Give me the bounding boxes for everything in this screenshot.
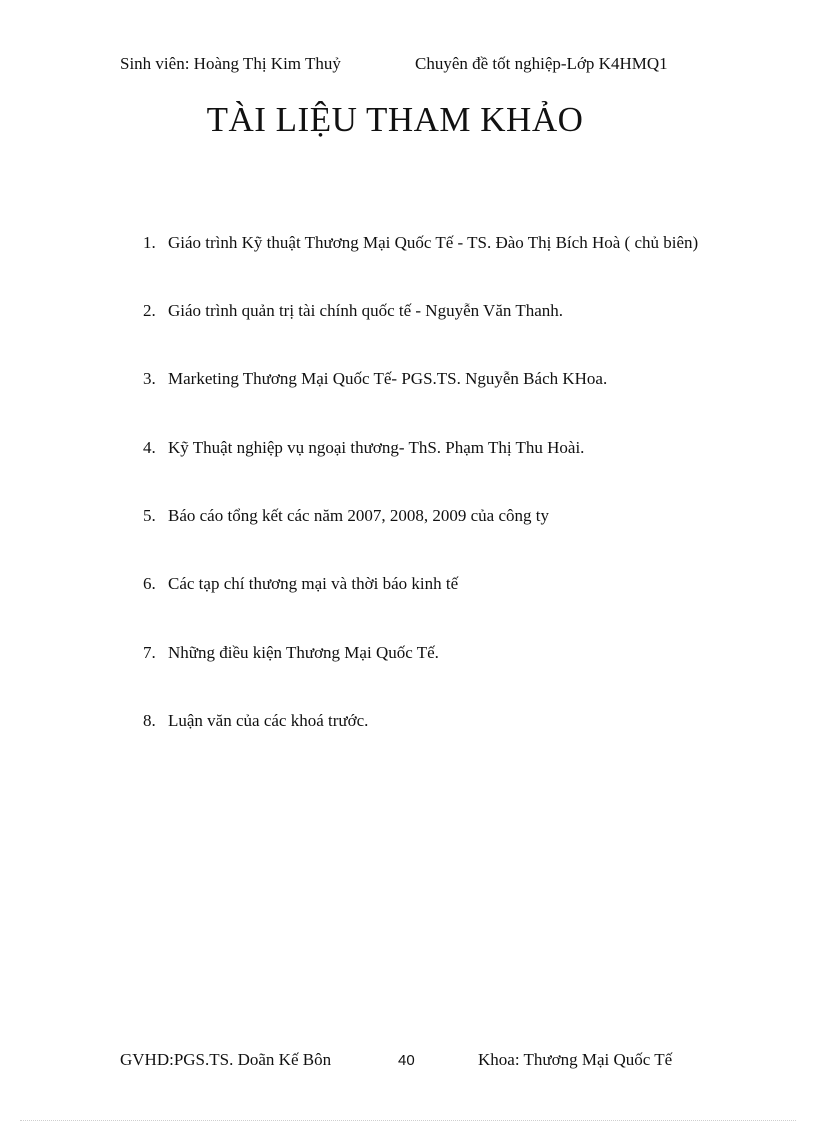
reference-item-2 [143,294,708,328]
header-thesis: Chuyên đề tốt nghiệp-Lớp K4HMQ1 [415,54,668,73]
page-bottom-divider [20,1120,796,1121]
reference-text: Báo cáo tổng kết các năm 2007, 2008, 2009 của công ty [168,506,549,525]
reference-number: 8. [143,711,156,730]
reference-item-1 [143,226,708,260]
header-student: Sinh viên: Hoàng Thị Kim Thuỷ [120,54,341,73]
reference-number: 4. [143,438,156,457]
reference-item-6 [143,567,708,601]
reference-text: Luận văn của các khoá trước. [168,711,369,730]
reference-text: Các tạp chí thương mại và thời báo kinh tế [168,574,459,593]
reference-item-3 [143,362,708,396]
reference-number: 2. [143,301,156,320]
page-number: 40 [398,1052,415,1069]
reference-text: Giáo trình Kỹ thuật Thương Mại Quốc Tế - TS. Đào Thị Bích Hoà ( chủ biên) [168,233,699,252]
reference-text: Giáo trình quản trị tài chính quốc tế - Nguyễn Văn Thanh. [168,301,564,320]
reference-number: 6. [143,574,156,593]
reference-number: 7. [143,643,156,662]
reference-item-7 [143,636,708,670]
reference-number: 1. [143,233,156,252]
footer-faculty: Khoa: Thương Mại Quốc Tế [478,1050,673,1069]
reference-item-8 [143,704,708,738]
reference-item-5 [143,499,708,533]
reference-item-4 [143,431,708,465]
reference-text: Kỹ Thuật nghiệp vụ ngoại thương- ThS. Phạm Thị Thu Hoài. [168,438,585,457]
footer-advisor: GVHD:PGS.TS. Doãn Kế Bôn [120,1050,332,1069]
reference-number: 5. [143,506,156,525]
reference-text: Marketing Thương Mại Quốc Tế- PGS.TS. Nguyễn Bách KHoa. [168,369,608,388]
page-title: TÀI LIỆU THAM KHẢO [206,100,584,139]
reference-number: 3. [143,369,156,388]
reference-text: Những điều kiện Thương Mại Quốc Tế. [168,643,439,662]
